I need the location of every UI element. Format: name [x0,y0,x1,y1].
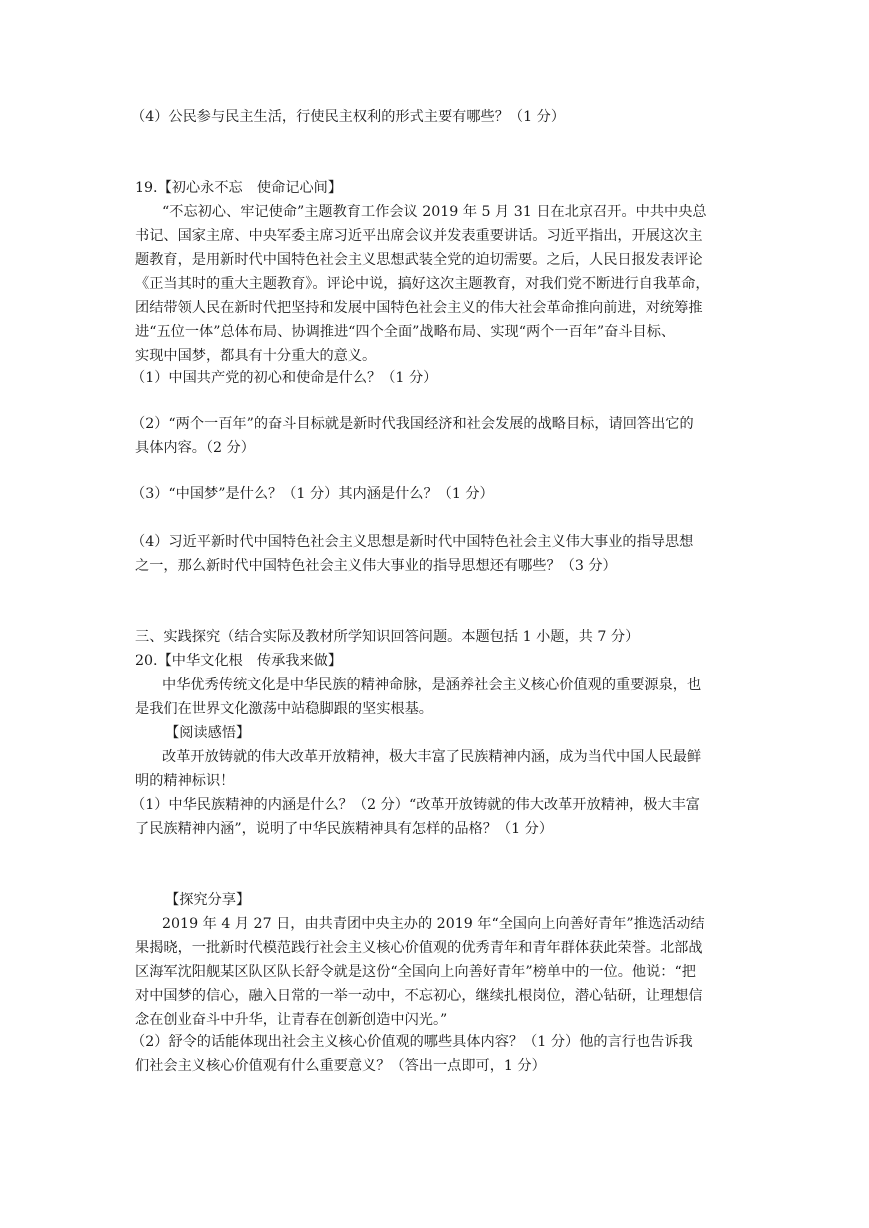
q20-sub1-line: （1）中华民族精神的内涵是什么？（2 分）“改革开放铸就的伟大改革开放精神，极大丰富 [131,797,700,813]
q20-sub2-line: （2）舒令的话能体现出社会主义核心价值观的哪些具体内容？（1 分）他的言行也告诉我 [131,1034,693,1050]
q19-passage-line: 书记、国家主席、中央军委主席习近平出席会议并发表重要讲话。习近平指出，开展这次主 [135,228,703,244]
q20-explore-line: 果揭晓，一批新时代模范践行社会主义核心价值观的优秀青年和青年群体获此荣誉。北部战 [135,940,703,956]
q19-sub2-line: 具体内容。（2 分） [135,440,255,456]
q19-sub4-line: （4）习近平新时代中国特色社会主义思想是新时代中国特色社会主义伟大事业的指导思想 [131,534,694,550]
q20-heading: 20.【中华文化根 传承我来做】 [135,653,343,669]
q19-passage-line: 团结带领人民在新时代把坚持和发展中国特色社会主义的伟大社会革命推向前进，对统筹推 [135,300,703,316]
q20-sub1-line: 了民族精神内涵”，说明了中华民族精神具有怎样的品格？（1 分） [135,821,554,837]
q20-intro-line: 是我们在世界文化激荡中站稳脚跟的坚实根基。 [135,701,433,717]
q19-passage-line: 实现中国梦，都具有十分重大的意义。 [135,348,377,364]
q19-passage-line: 题教育，是用新时代中国特色社会主义思想武装全党的迫切需要。之后，人民日报发表评论 [135,252,703,268]
q19-heading: 19.【初心永不忘 使命记心间】 [135,180,343,196]
q20-explore-line: 区海军沈阳舰某区队区队长舒令就是这份“全国向上向善好青年”榜单中的一位。他说：“把 [135,964,696,980]
q20-reading-heading: 【阅读感悟】 [165,725,251,741]
q19-passage-line: 进“五位一体”总体布局、协调推进“四个全面”战略布局、实现“两个一百年”奋斗目标、 [135,324,676,340]
q20-explore-line: 念在创业奋斗中升华，让青春在创新创造中闪光。” [135,1012,448,1028]
q20-explore-line: 对中国梦的信心，融入日常的一举一动中，不忘初心，继续扎根岗位，潜心钻研，让理想信 [135,988,703,1004]
q20-intro-line: 中华优秀传统文化是中华民族的精神命脉，是涵养社会主义核心价值观的重要源泉，也 [162,677,702,693]
q19-sub1: （1）中国共产党的初心和使命是什么？（1 分） [131,370,438,386]
q20-explore-heading: 【探究分享】 [165,892,251,908]
q19-passage-line: “不忘初心、牢记使命”主题教育工作会议 2019 年 5 月 31 日在北京召开。中共中央总 [162,204,707,220]
q20-sub2-line: 们社会主义核心价值观有什么重要意义？（答出一点即可，1 分） [135,1058,546,1074]
q20-reading-line: 改革开放铸就的伟大改革开放精神，极大丰富了民族精神内涵，成为当代中国人民最鲜 [162,749,702,765]
section3-heading: 三、实践探究（结合实际及教材所学知识回答问题。本题包括 1 小题，共 7 分） [135,629,640,645]
q20-explore-line: 2019 年 4 月 27 日，由共青团中央主办的 2019 年“全国向上向善好青年”推选活动结 [162,916,705,932]
q19-sub2-line: （2）“两个一百年”的奋斗目标就是新时代我国经济和社会发展的战略目标，请回答出它的 [131,416,694,432]
q19-passage-line: 《正当其时的重大主题教育》。评论中说，搞好这次主题教育，对我们党不断进行自我革命， [135,276,710,292]
q20-reading-line: 明的精神标识！ [135,773,235,789]
q18-sub4: （4）公民参与民主生活，行使民主权利的形式主要有哪些？（1 分） [131,109,566,125]
q19-sub3: （3）“中国梦”是什么？（1 分）其内涵是什么？（1 分） [131,486,494,502]
q19-sub4-line: 之一，那么新时代中国特色社会主义伟大事业的指导思想还有哪些？（3 分） [135,558,617,574]
